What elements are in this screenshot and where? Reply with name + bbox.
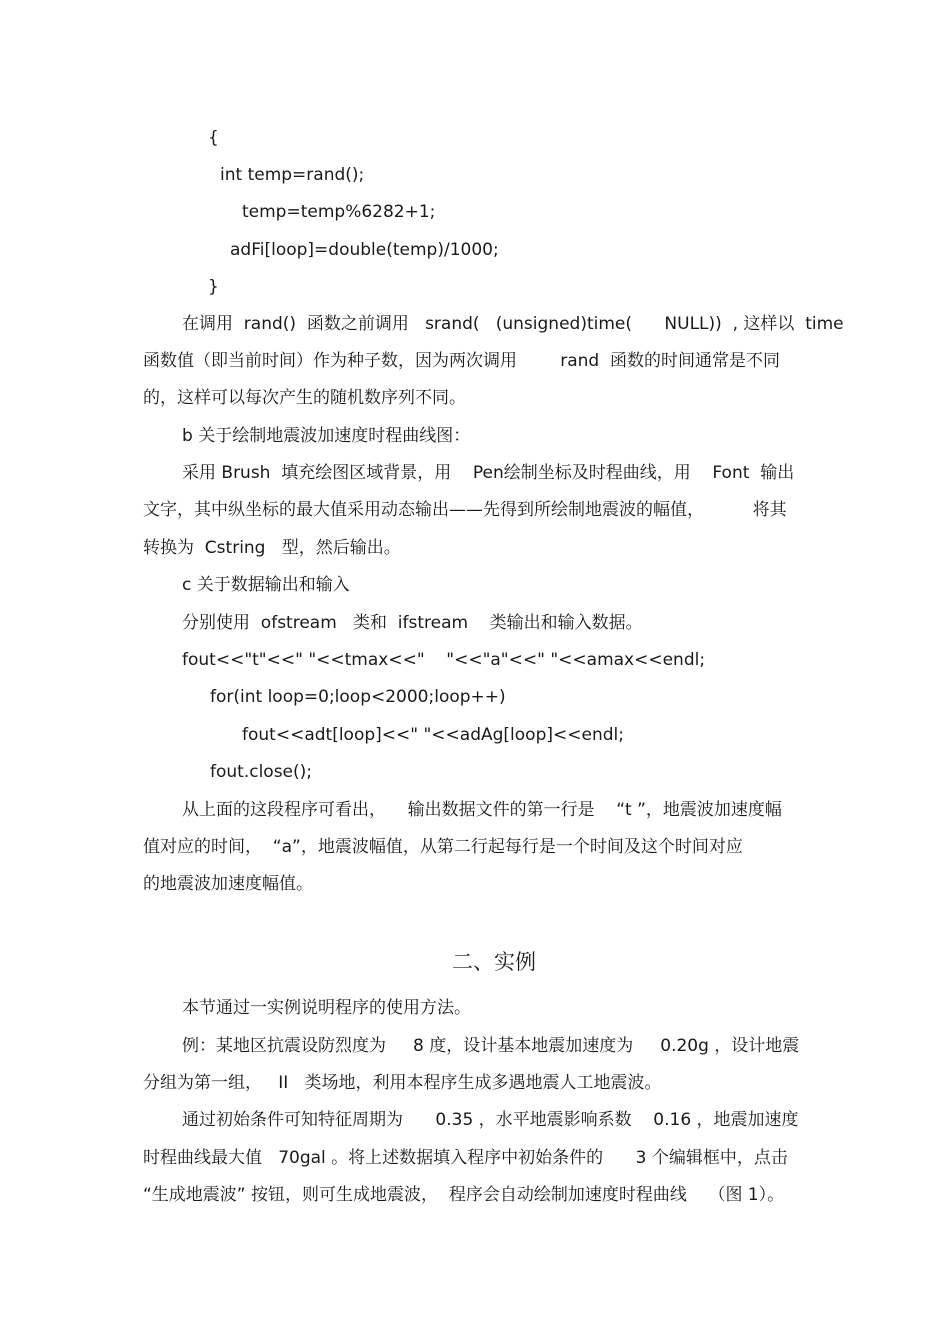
code-close-brace: }: [208, 277, 219, 297]
code-open-brace: {: [208, 128, 219, 148]
paragraph-line: 采用 Brush 填充绘图区域背景，用 Pen绘制坐标及时程曲线，用 Font 输出: [182, 463, 795, 483]
subsection-title: b 关于绘制地震波加速度时程曲线图：: [182, 426, 471, 446]
paragraph-line: “生成地震波” 按钮，则可生成地震波， 程序会自动绘制加速度时程曲线 （图 1）。: [143, 1185, 785, 1205]
subsection-title: c 关于数据输出和输入: [182, 575, 350, 595]
paragraph-line: 的地震波加速度幅值。: [143, 874, 313, 894]
paragraph-line: 函数值（即当前时间）作为种子数，因为两次调用 rand 函数的时间通常是不同: [143, 351, 781, 371]
paragraph-line: 通过初始条件可知特征周期为 0.35 ，水平地震影响系数 0.16 ，地震加速度: [182, 1110, 799, 1130]
paragraph-line: 从上面的这段程序可看出， 输出数据文件的第一行是 “t ”，地震波加速度幅: [182, 800, 782, 820]
paragraph-line: 时程曲线最大值 70gal 。将上述数据填入程序中初始条件的 3 个编辑框中，点击: [143, 1148, 788, 1168]
paragraph-line: 转换为 Cstring 型，然后输出。: [143, 538, 401, 558]
paragraph-line: 值对应的时间， “a”，地震波幅值，从第二行起每行是一个时间及这个时间对应: [143, 837, 743, 857]
paragraph-line: 的，这样可以每次产生的随机数序列不同。: [143, 388, 466, 408]
paragraph-line: 本节通过一实例说明程序的使用方法。: [182, 998, 471, 1018]
code-line: adFi[loop]=double(temp)/1000;: [230, 240, 499, 260]
section-heading: 二、实例: [452, 950, 536, 974]
code-line: fout<<"t"<<" "<<tmax<<" "<<"a"<<" "<<amax<<endl;: [182, 650, 706, 670]
code-line: fout.close();: [210, 762, 313, 782]
paragraph-line: 文字，其中纵坐标的最大值采用动态输出——先得到所绘制地震波的幅值， 将其: [143, 500, 787, 520]
code-line: int temp=rand();: [220, 165, 365, 185]
code-line: temp=temp%6282+1;: [242, 202, 436, 222]
paragraph-line: 例：某地区抗震设防烈度为 8 度，设计基本地震加速度为 0.20g ，设计地震: [182, 1036, 800, 1056]
paragraph-line: 分别使用 ofstream 类和 ifstream 类输出和输入数据。: [182, 613, 643, 633]
code-line: fout<<adt[loop]<<" "<<adAg[loop]<<endl;: [242, 725, 624, 745]
paragraph-line: 在调用 rand() 函数之前调用 srand( (unsigned)time( NULL)) , 这样以 time: [182, 314, 844, 334]
code-line: for(int loop=0;loop<2000;loop++): [210, 687, 506, 707]
paragraph-line: 分组为第一组， II 类场地，利用本程序生成多遇地震人工地震波。: [143, 1073, 662, 1093]
